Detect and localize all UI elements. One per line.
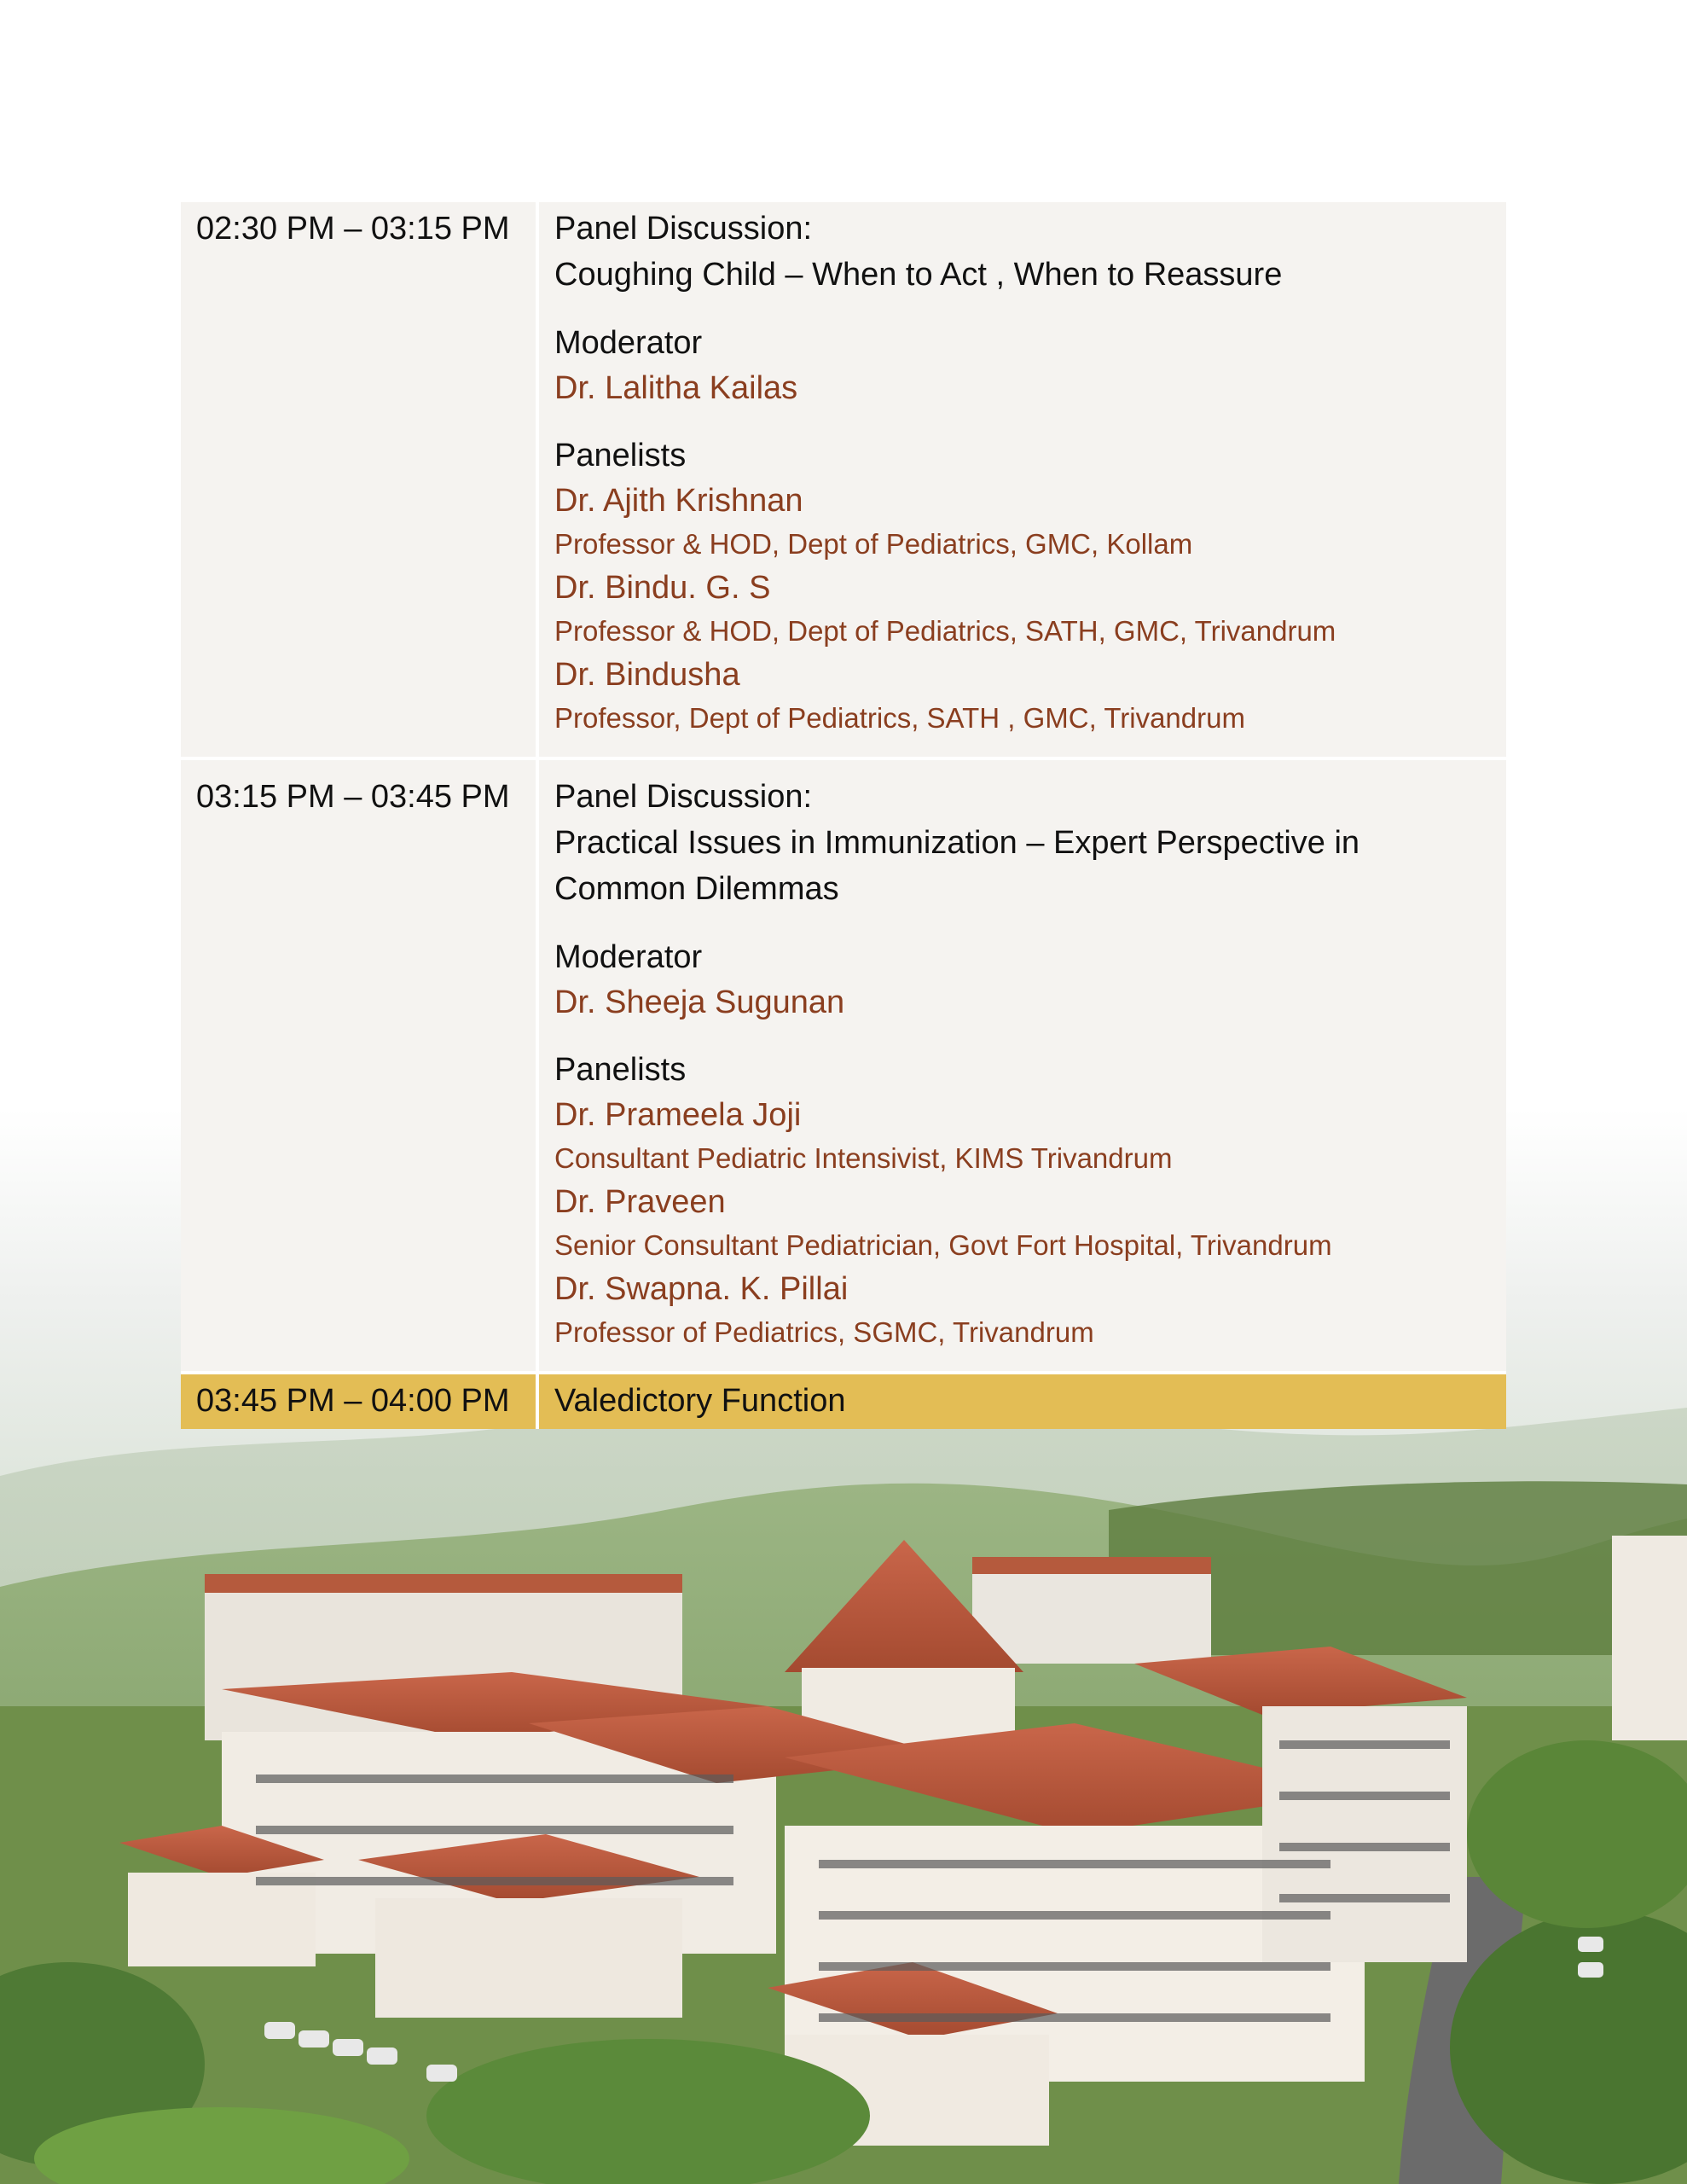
- closing-details: [539, 1374, 1506, 1429]
- panelist-role: Professor of Pediatrics, SGMC, Trivandrum: [554, 1316, 1094, 1348]
- session-time: 02:30 PM – 03:15 PM: [181, 202, 539, 757]
- panelist-name: Dr. Prameela Joji: [554, 1097, 802, 1133]
- moderator-label: Moderator: [554, 325, 703, 361]
- session-details: [539, 760, 1506, 1371]
- panelist-role: Professor & HOD, Dept of Pediatrics, GMC, Kollam: [554, 528, 1193, 560]
- panelist-name: Dr. Ajith Krishnan: [554, 483, 803, 519]
- schedule-table: [181, 202, 1506, 1429]
- session-type: Panel Discussion:: [554, 779, 813, 815]
- schedule-row: [181, 202, 1506, 757]
- session-title: Coughing Child – When to Act , When to Reassure: [554, 257, 1283, 293]
- panelists-label: Panelists: [554, 438, 687, 473]
- session-title: Common Dilemmas: [554, 871, 839, 907]
- moderator-name: Dr. Lalitha Kailas: [554, 370, 798, 406]
- session-title: Practical Issues in Immunization – Expert Perspective in: [554, 825, 1360, 861]
- panelist-name: Dr. Swapna. K. Pillai: [554, 1271, 849, 1307]
- closing-time: 03:45 PM – 04:00 PM: [181, 1374, 539, 1429]
- schedule-row-highlight: [181, 1371, 1506, 1429]
- panelist-name: Dr. Bindu. G. S: [554, 570, 771, 606]
- panelist-role: Professor & HOD, Dept of Pediatrics, SATH, GMC, Trivandrum: [554, 615, 1336, 647]
- session-details: [539, 202, 1506, 757]
- closing-title: Valedictory Function: [554, 1383, 846, 1419]
- panelist-role: Senior Consultant Pediatrician, Govt Fort Hospital, Trivandrum: [554, 1229, 1332, 1261]
- panelist-role: Professor, Dept of Pediatrics, SATH , GMC, Trivandrum: [554, 702, 1245, 734]
- session-type: Panel Discussion:: [554, 211, 813, 247]
- panelist-name: Dr. Praveen: [554, 1184, 726, 1220]
- moderator-label: Moderator: [554, 939, 703, 975]
- panelist-name: Dr. Bindusha: [554, 657, 740, 693]
- panelists-label: Panelists: [554, 1052, 687, 1088]
- schedule-row: [181, 757, 1506, 1371]
- panelist-role: Consultant Pediatric Intensivist, KIMS Trivandrum: [554, 1142, 1173, 1174]
- moderator-name: Dr. Sheeja Sugunan: [554, 985, 845, 1020]
- session-time: 03:15 PM – 03:45 PM: [181, 760, 539, 1371]
